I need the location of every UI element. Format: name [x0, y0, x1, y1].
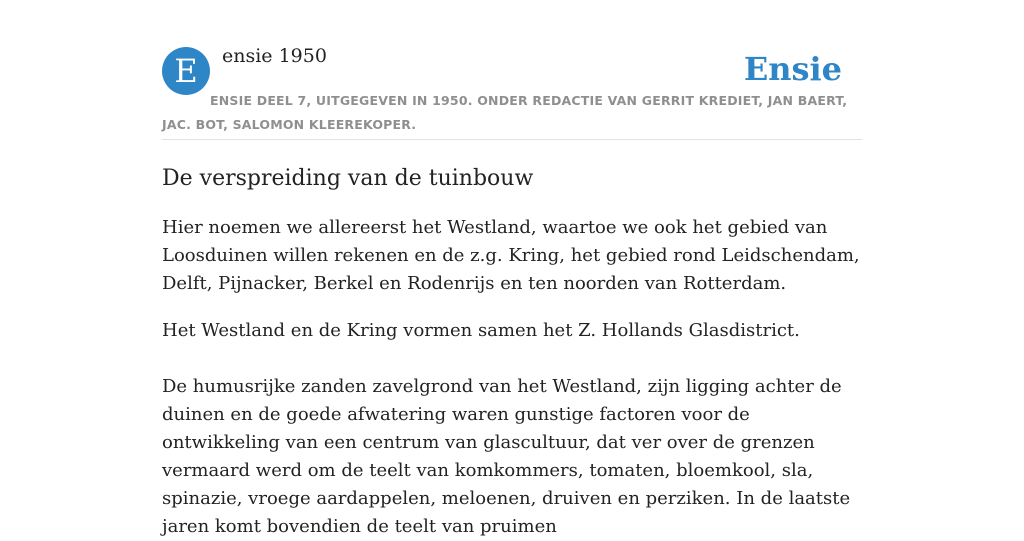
article-title: De verspreiding van de tuinbouw — [162, 166, 534, 191]
brand-logo[interactable]: Ensie — [743, 50, 842, 88]
article-paragraph: De humusrijke zanden zavelgrond van het Westland, zijn ligging achter de duinen en de goede afwatering waren gunstige factoren voor de ontwikkeling van een centrum van glascultuur, dat ver over de grenzen vermaard werd om de teelt van komkommers, tomaten, bloemkool, sla, spinazie, vroege aardappelen, meloenen, druiven en perziken. In de laatste jaren komt bovendien de teelt van pruimen — [162, 376, 851, 537]
article — [162, 160, 872, 541]
source-name[interactable]: ensie 1950 — [222, 45, 327, 67]
source-meta: ENSIE DEEL 7, UITGEGEVEN IN 1950. ONDER REDACTIE VAN GERRIT KREDIET, JAN BAERT, JAC. BOT, SALOMON KLEEREKOPER. — [162, 93, 848, 132]
source-logo[interactable]: E — [162, 47, 210, 95]
article-paragraph: Het Westland en de Kring vormen samen het Z. Hollands Glasdistrict. — [162, 320, 800, 341]
article-paragraph: Hier noemen we allereerst het Westland, waartoe we ook het gebied van Loosduinen willen rekenen en de z.g. Kring, het gebied rond Leidschendam, Delft, Pijnacker, Berkel en Rodenrijs en ten noorden van Rotterdam. — [162, 217, 860, 294]
header — [162, 0, 862, 140]
